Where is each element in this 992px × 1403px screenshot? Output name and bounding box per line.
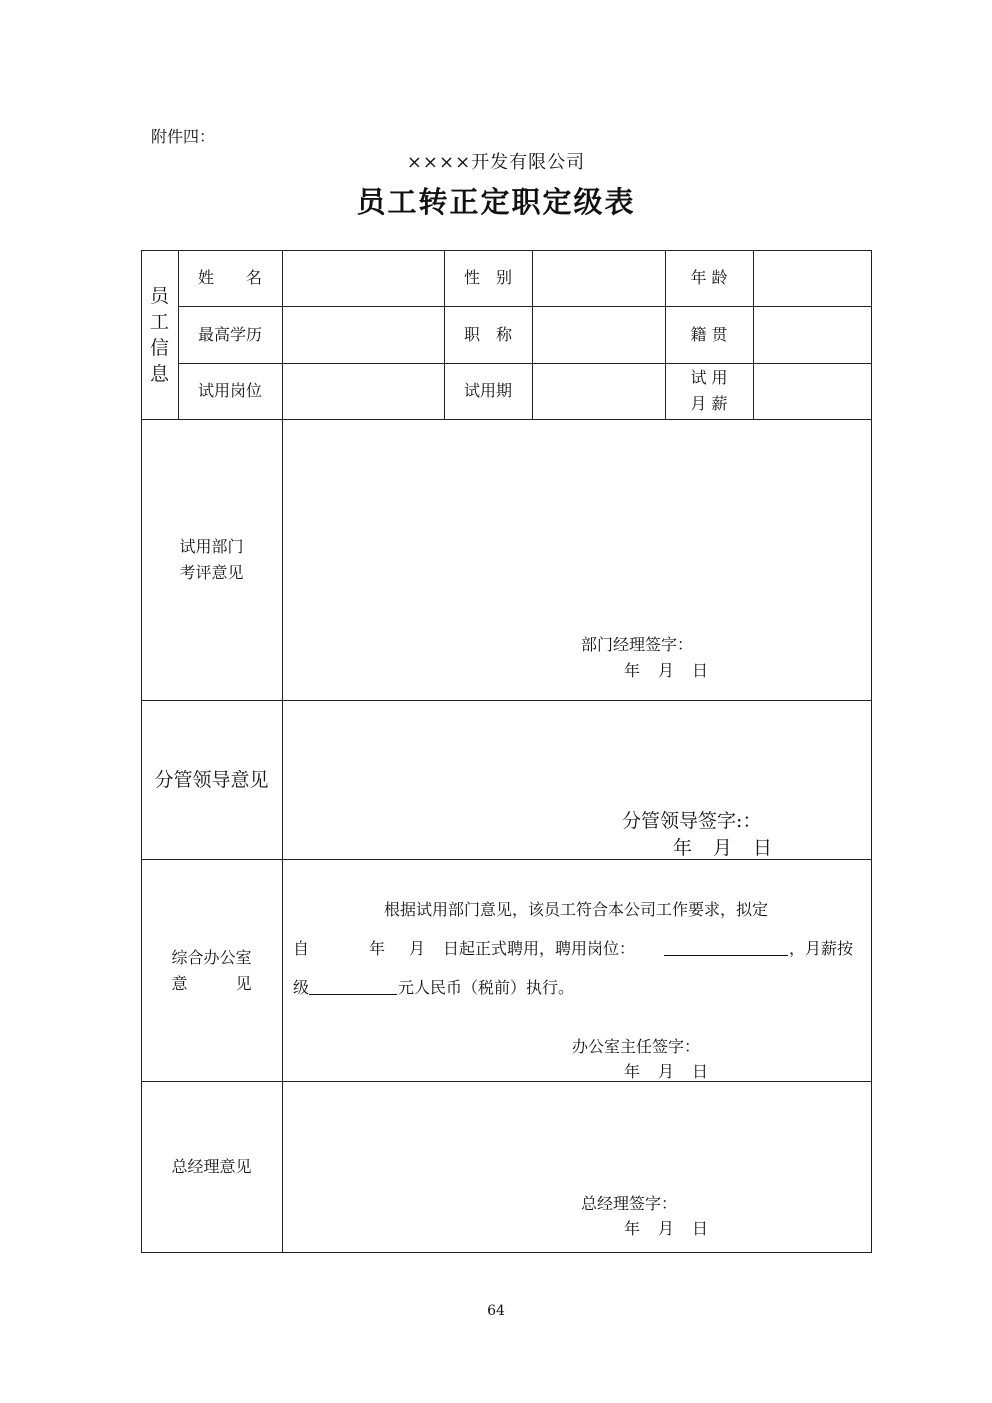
leader-review-date: 年 月 日 <box>673 837 774 859</box>
native-place-label: 籍 贯 <box>690 324 728 344</box>
gender-field[interactable] <box>533 251 665 306</box>
gm-signature-label: 总经理签字： <box>581 1194 678 1213</box>
employee-info-section-label: 员 工 信 息 <box>149 285 169 385</box>
job-title-field[interactable] <box>533 307 665 363</box>
gm-review-label: 总经理意见 <box>171 1157 252 1176</box>
office-review-grade-label: 级 <box>293 978 310 997</box>
gm-review-field[interactable] <box>283 1082 871 1182</box>
leader-signature-label: 分管领导签字:： <box>622 810 762 832</box>
office-review-label: 综合办公室 意 见 <box>171 947 252 993</box>
form-title: 员工转正定职定级表 <box>356 185 636 219</box>
office-review-hire-text: 日起正式聘用，聘用岗位： <box>443 939 636 958</box>
trial-post-field[interactable] <box>283 364 444 419</box>
education-label: 最高学历 <box>197 324 262 344</box>
job-title-label: 职 称 <box>463 324 512 344</box>
attachment-label: 附件四： <box>151 127 216 146</box>
name-label: 姓 名 <box>197 268 262 287</box>
office-review-salary-text: ，月薪按 <box>789 939 854 958</box>
name-field[interactable] <box>283 251 444 306</box>
office-review-rmb-text: 元人民币（税前）执行。 <box>398 978 575 997</box>
office-review-date: 年 月 日 <box>624 1062 710 1081</box>
trial-salary-field[interactable] <box>754 364 871 419</box>
education-field[interactable] <box>283 307 444 363</box>
age-field[interactable] <box>754 251 871 306</box>
dept-review-date: 年 月 日 <box>624 661 710 680</box>
page-number: 64 <box>487 1303 505 1319</box>
trial-period-label: 试用期 <box>463 381 512 400</box>
trial-post-label: 试用岗位 <box>197 381 262 400</box>
native-place-field[interactable] <box>754 307 871 363</box>
trial-period-field[interactable] <box>533 364 665 419</box>
salary-amount-blank[interactable] <box>309 975 397 995</box>
leader-review-field[interactable] <box>283 701 871 791</box>
gm-review-date: 年 月 日 <box>624 1219 710 1238</box>
dept-review-field[interactable] <box>283 420 871 620</box>
dept-review-label: 试用部门 考评意见 <box>179 537 244 582</box>
age-label: 年 龄 <box>690 268 728 287</box>
office-review-year-label: 年 <box>369 939 386 958</box>
gender-label: 性 别 <box>463 268 512 287</box>
office-review-month-label: 月 <box>409 939 426 958</box>
office-review-paragraph-line1: 根据试用部门意见，该员工符合本公司工作要求，拟定 <box>384 900 769 919</box>
company-name: ××××开发有限公司 <box>406 152 586 173</box>
dept-manager-signature-label: 部门经理签字： <box>581 635 694 654</box>
formal-post-blank[interactable] <box>664 936 788 956</box>
office-director-signature-label: 办公室主任签字： <box>572 1037 701 1056</box>
office-review-from-label: 自 <box>293 939 310 958</box>
leader-review-label: 分管领导意见 <box>154 769 269 791</box>
trial-salary-label: 试 用 月 薪 <box>690 368 728 413</box>
